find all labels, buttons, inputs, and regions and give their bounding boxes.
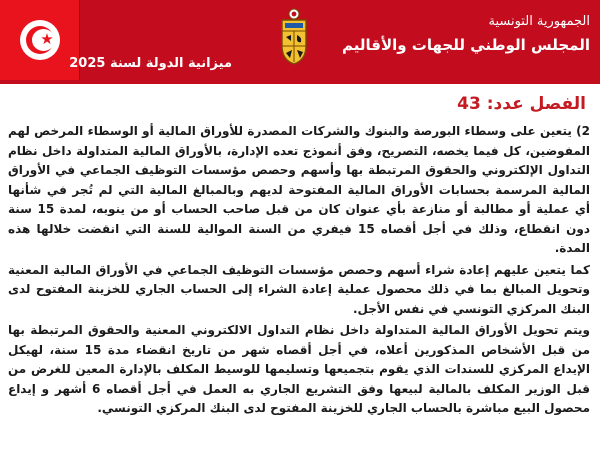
chapter-number: 43 <box>457 94 481 114</box>
country-name: الجمهورية التونسية <box>488 14 590 29</box>
paragraph: 2) يتعين على وسطاء البورصة والبنوك والشركات المصدرة للأوراق المالية أو الوسطاء المرخص لهم المفوضين، كل فيما يخصه، التصريح، وفق أنموذج تعده الإدارة، بالأوراق المالية المتداولة داخل نظام التداول الإلكتروني والحقوق المرتبطة بها وأسهم وحصص مؤسسات التوظيف الجماعي في الأوراق المالية المرسمة بحسابات الأوراق المالية المفتوحة لديهم وبالمبالغ المالية التي لم تُجر في شأنها أي عملية أو مطالبة أو منازعة بأي عنوان كان من قبل صاحب الحساب أو من ينوبه، لمدة 15 سنة دون انقطاع، وذلك في أجل أقصاه 15 فيفري من السنة الموالية للسنة التي انقضت خلالها هذه المدة. <box>8 124 591 255</box>
document-body <box>8 122 590 421</box>
flag-star: ★ <box>40 30 54 48</box>
paragraph: ويتم تحويل الأوراق المالية المتداولة داخل نظام التداول الالكتروني المعنية والحقوق المرتبطة بها من قبل الأشخاص المذكورين أعلاه، في أجل أقصاه شهر من تاريخ انقضاء مدة 15 سنة، لهيكل الإيداع المركزي للسندات الذي يقوم بتجميعها وتسليمها للوسيط المكلف بالإدارة المعين للغرض من قبل الوزير المكلف بالمالية لبيعها وفق التشريع الجاري به العمل في أجل أقصاه 6 أشهر و إيداع محصول البيع مباشرة بالحساب الجاري للخزينة المفتوح لدى البنك المركزي التونسي. <box>8 323 590 415</box>
chapter-label: الفصل عدد: <box>486 94 586 114</box>
header-budget <box>0 0 600 84</box>
chapter-heading <box>457 94 586 114</box>
council-name: المجلس الوطني للجهات والأقاليم <box>341 36 590 54</box>
budget-title: ميزانية الدولة لسنة 2025 <box>69 56 232 71</box>
paragraph: كما يتعين عليهم إعادة شراء أسهم وحصص مؤسسات التوظيف الجماعي في الأوراق المالية المعنية وتحويل المبالغ بما في ذلك محصول عملية إعادة الشراء إلى الحساب الجاري للخزينة المفتوح لدى البنك المركزي التونسي في نفس الأجل. <box>8 262 590 316</box>
header-banner <box>0 0 600 84</box>
